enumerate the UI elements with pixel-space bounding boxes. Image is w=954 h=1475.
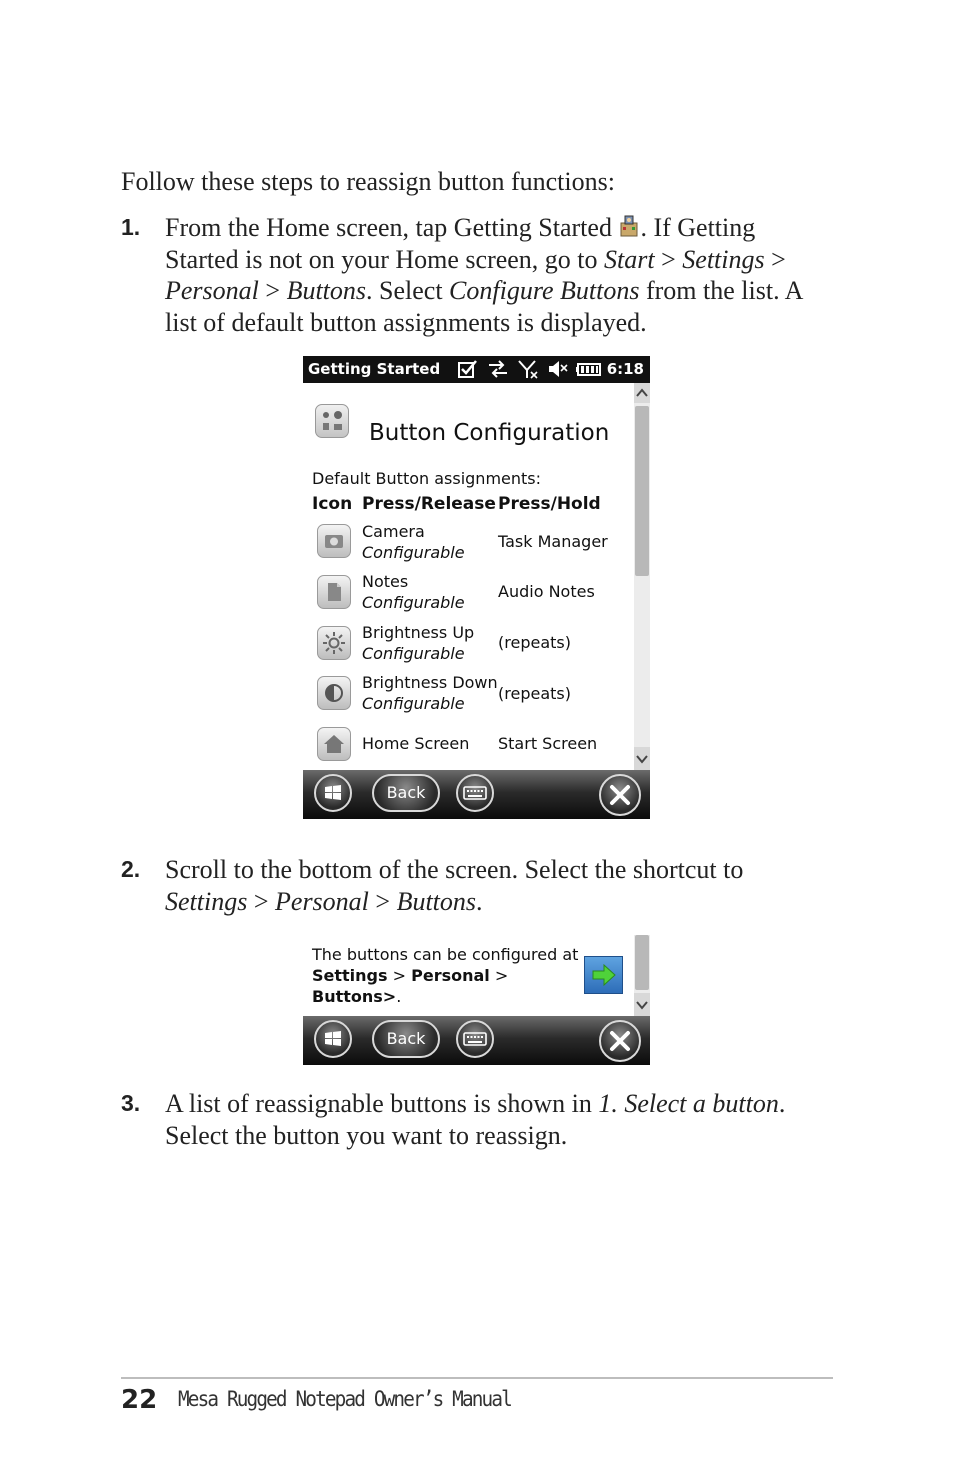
- keyboard-icon: [458, 1022, 492, 1056]
- configure-hint-line: The buttons can be configured at: [312, 945, 579, 964]
- scrollbar[interactable]: [634, 935, 650, 1016]
- sync-arrows-icon: [487, 359, 509, 379]
- row-configurable-label: Configurable: [362, 593, 465, 612]
- speaker-muted-icon: [547, 359, 569, 379]
- step-text: Scroll to the bottom of the screen. Select the shortcut to Settings > Personal > Buttons.: [165, 855, 744, 916]
- go-to-settings-button[interactable]: [584, 956, 623, 994]
- brightness-down-icon: [317, 676, 351, 710]
- keyboard-button[interactable]: [456, 774, 494, 812]
- step-number: 2.: [121, 856, 141, 882]
- close-button[interactable]: [599, 1020, 641, 1062]
- close-icon: [601, 776, 639, 814]
- brightness-up-icon: [317, 626, 351, 660]
- close-icon: [601, 1022, 639, 1060]
- screen-heading: Button Configuration: [369, 420, 610, 446]
- intro-text: Follow these steps to reassign button functions:: [121, 167, 615, 196]
- row-hold-label: (repeats): [498, 633, 571, 652]
- scroll-thumb[interactable]: [635, 406, 649, 576]
- back-button[interactable]: Back: [372, 774, 440, 812]
- row-configurable-label: Configurable: [362, 543, 465, 562]
- close-button[interactable]: [599, 774, 641, 816]
- column-header-icon: Icon: [312, 494, 353, 514]
- status-bar: [303, 356, 650, 383]
- green-arrow-icon: [585, 957, 622, 993]
- step-number: 3.: [121, 1090, 141, 1116]
- row-hold-label: (repeats): [498, 684, 571, 703]
- camera-icon: [317, 524, 351, 558]
- notes-icon: [317, 575, 351, 609]
- windows-logo-icon: [316, 776, 350, 810]
- row-press-label: Notes: [362, 572, 409, 591]
- row-press-label: Home Screen: [362, 734, 470, 753]
- button-configuration-screenshot: [303, 356, 650, 819]
- battery-icon: [575, 359, 603, 379]
- taskbar: [303, 1016, 650, 1065]
- settings-path-line: Settings > Personal >: [312, 966, 509, 985]
- status-title: Getting Started: [308, 360, 441, 378]
- no-signal-icon: [517, 359, 539, 379]
- keyboard-icon: [458, 776, 492, 810]
- scroll-up-arrow[interactable]: [634, 383, 650, 403]
- row-configurable-label: Configurable: [362, 644, 465, 663]
- buttons-path-line: Buttons>.: [312, 987, 402, 1006]
- page-number: 22: [121, 1385, 158, 1415]
- getting-started-icon: [618, 214, 640, 238]
- scroll-down-arrow[interactable]: [634, 993, 650, 1016]
- scroll-down-arrow[interactable]: [634, 747, 650, 770]
- row-press-label: Camera: [362, 522, 425, 541]
- step-text: A list of reassignable buttons is shown in 1. Select a button. Select the button you want to reassign.: [165, 1089, 786, 1150]
- taskbar: [303, 770, 650, 819]
- row-press-label: Brightness Up: [362, 623, 475, 642]
- windows-logo-icon: [316, 1022, 350, 1056]
- step-text: From the Home screen, tap Getting Started . If Getting Started is not on your Home screen, go to Start > Settings > Personal > Buttons. Select Configure Buttons from the list. A list of default button assignments is displayed.: [165, 213, 802, 337]
- row-hold-label: Task Manager: [498, 532, 608, 551]
- column-header-press-release: Press/Release: [362, 494, 496, 514]
- row-hold-label: Audio Notes: [498, 582, 595, 601]
- start-button[interactable]: [314, 774, 352, 812]
- column-header-press-hold: Press/Hold: [498, 494, 601, 514]
- footer-rule: [121, 1377, 833, 1379]
- keyboard-button[interactable]: [456, 1020, 494, 1058]
- row-press-label: Brightness Down: [362, 673, 498, 692]
- step-number: 1.: [121, 214, 141, 240]
- settings-shortcut-screenshot: [303, 935, 650, 1065]
- home-icon: [317, 727, 351, 761]
- start-button[interactable]: [314, 1020, 352, 1058]
- scrollbar[interactable]: [634, 383, 650, 770]
- default-assignments-label: Default Button assignments:: [312, 469, 542, 488]
- scroll-thumb[interactable]: [635, 935, 649, 990]
- status-time: 6:18: [606, 360, 644, 378]
- manual-title: Mesa Rugged Notepad Owner’s Manual: [178, 1387, 511, 1411]
- checkbox-icon: [457, 359, 479, 379]
- settings-app-icon: [315, 404, 349, 438]
- back-button[interactable]: Back: [372, 1020, 440, 1058]
- row-configurable-label: Configurable: [362, 694, 465, 713]
- row-hold-label: Start Screen: [498, 734, 598, 753]
